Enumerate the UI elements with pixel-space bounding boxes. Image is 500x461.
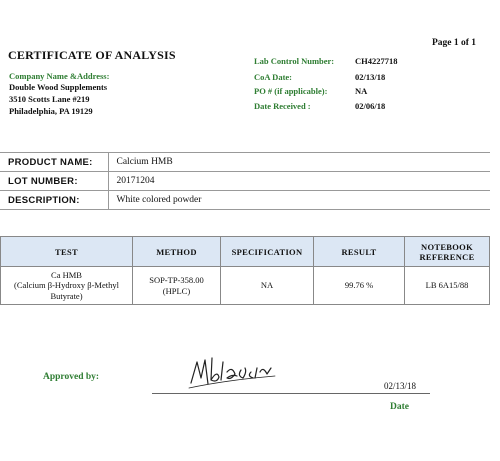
test-header: TEST	[1, 237, 133, 267]
approved-by-label: Approved by:	[43, 372, 100, 382]
result-cell: 99.76 %	[314, 267, 405, 305]
test-cell	[1, 267, 133, 305]
description-value: White colored powder	[108, 191, 490, 210]
company-street: 3510 Scotts Lane #219	[9, 94, 90, 104]
product-name-label: PRODUCT NAME:	[0, 153, 108, 172]
specification-header: SPECIFICATION	[221, 237, 314, 267]
date-received-value: 02/06/18	[355, 101, 386, 111]
signature-image	[187, 350, 287, 392]
notebook-reference-header	[405, 237, 490, 267]
test-line1: Ca HMB	[51, 269, 82, 280]
lab-control-label: Lab Control Number:	[254, 56, 335, 66]
lab-control-value: CH4227718	[355, 56, 398, 66]
method-header: METHOD	[133, 237, 221, 267]
po-value: NA	[355, 86, 368, 96]
description-label: DESCRIPTION:	[0, 191, 108, 210]
company-city: Philadelphia, PA 19129	[9, 106, 93, 116]
approval-date: 02/13/18	[384, 381, 417, 391]
coa-date-value: 02/13/18	[355, 72, 386, 82]
lot-number-row	[0, 172, 490, 191]
page-number: Page 1 of 1	[432, 38, 477, 48]
result-header: RESULT	[314, 237, 405, 267]
lot-number-label: LOT NUMBER:	[0, 172, 108, 191]
results-header-row	[1, 237, 490, 267]
po-label: PO # (if applicable):	[254, 86, 328, 96]
company-name: Double Wood Supplements	[9, 82, 108, 92]
notebook-header-line1: NOTEBOOK	[421, 241, 473, 252]
specification-cell: NA	[221, 267, 314, 305]
notebook-cell: LB 6A15/88	[405, 267, 490, 305]
lot-number-value: 20171204	[108, 172, 490, 191]
test-line3: Butyrate)	[50, 290, 83, 301]
document-title: CERTIFICATE OF ANALYSIS	[8, 48, 176, 62]
signature-line	[152, 393, 430, 394]
product-name-row	[0, 153, 490, 172]
method-line1: SOP-TP-358.00	[149, 274, 204, 285]
date-label: Date	[390, 402, 409, 412]
test-line2: (Calcium β-Hydroxy β-Methyl	[14, 280, 119, 291]
method-line2: (HPLC)	[162, 285, 191, 296]
results-row	[1, 267, 490, 305]
notebook-header-line2: REFERENCE	[419, 251, 475, 262]
company-label: Company Name &Address:	[9, 71, 110, 81]
description-row	[0, 191, 490, 210]
date-received-label: Date Received :	[254, 101, 311, 111]
product-info-table	[0, 152, 490, 210]
results-table	[0, 236, 490, 305]
coa-date-label: CoA Date:	[254, 72, 293, 82]
method-cell	[133, 267, 221, 305]
product-name-value: Calcium HMB	[108, 153, 490, 172]
